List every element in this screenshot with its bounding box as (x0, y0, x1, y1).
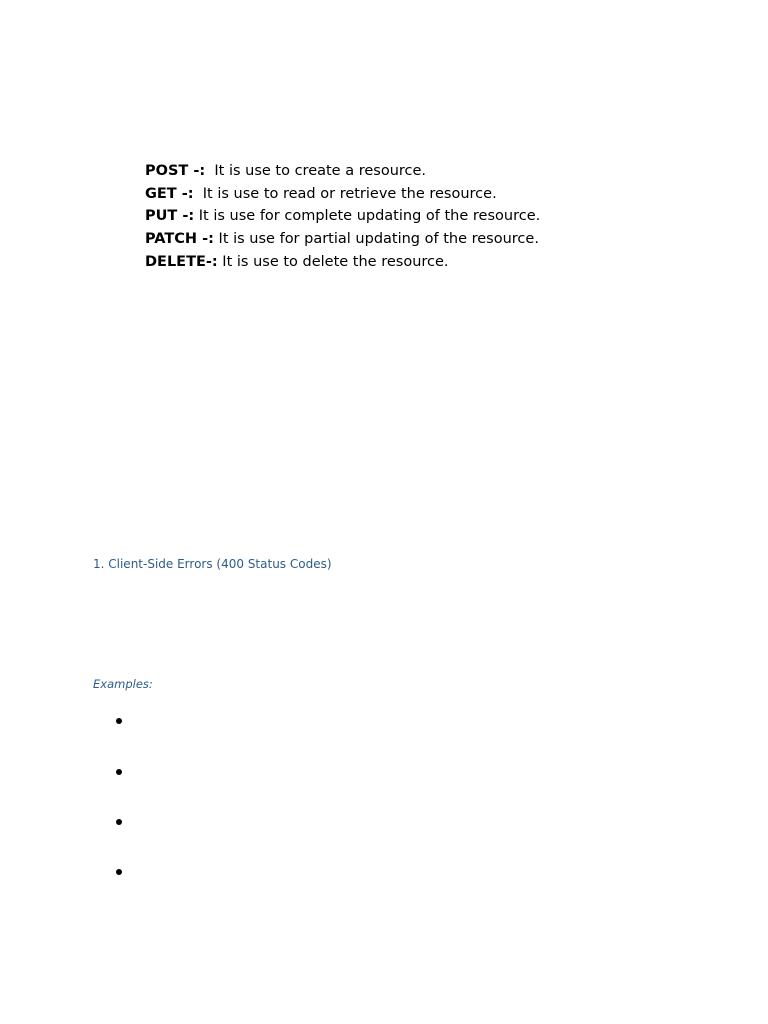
method-description: It is use to read or retrieve the resource. (193, 185, 497, 202)
http-methods-list (145, 160, 540, 274)
method-item-get (145, 183, 540, 206)
method-name: PATCH -: (145, 231, 214, 248)
bullet-point (116, 769, 122, 775)
method-description: It is use for complete updating of the resource. (194, 208, 541, 225)
bullet-point (116, 869, 122, 875)
method-name: PUT -: (145, 208, 195, 225)
section-heading: 1. Client-Side Errors (400 Status Codes) (93, 557, 332, 571)
method-item-patch (145, 228, 540, 251)
bullet-point (116, 819, 122, 825)
method-description: It is use for partial updating of the resource. (213, 231, 539, 248)
method-item-post (145, 160, 540, 183)
method-name: GET -: (145, 185, 194, 202)
examples-label: Examples: (93, 677, 153, 691)
method-item-put (145, 205, 540, 228)
method-name: DELETE-: (145, 253, 218, 270)
bullet-point (116, 718, 122, 724)
method-description: It is use to create a resource. (205, 163, 427, 179)
method-item-delete (145, 251, 540, 274)
method-name: POST -: (145, 163, 206, 179)
method-description: It is use to delete the resource. (217, 253, 449, 270)
